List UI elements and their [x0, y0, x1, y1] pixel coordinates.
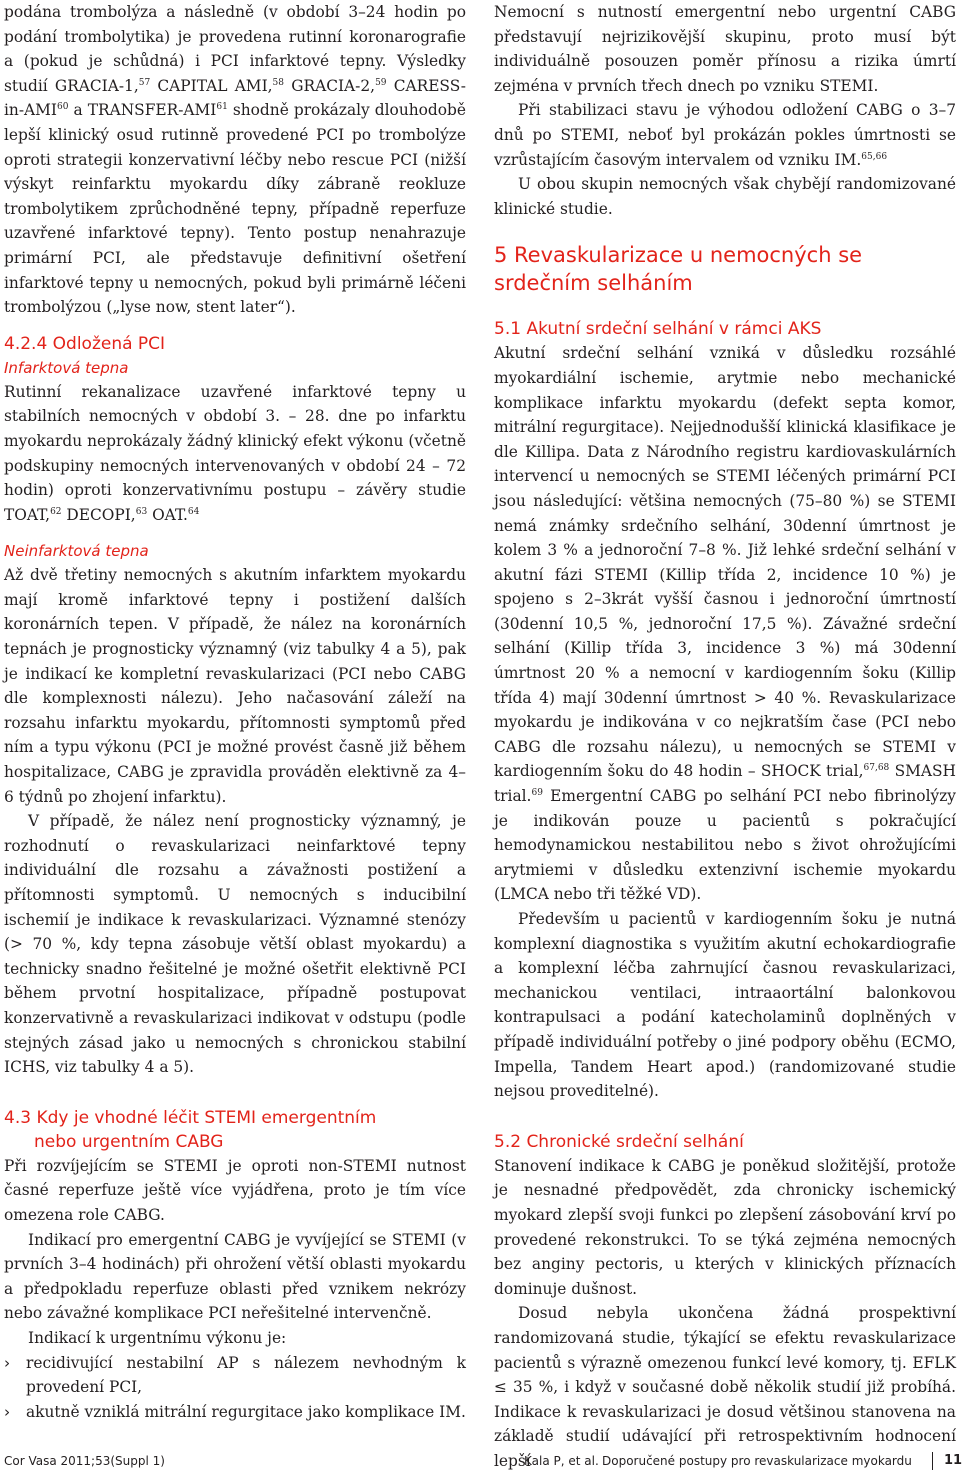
paragraph-acute-heart-failure — [494, 341, 956, 907]
citation: 58 — [272, 77, 284, 88]
paragraph-multivessel: Až dvě třetiny nemocných s akutním infarktem myokardu mají kromě infarktové tepny i postižení dalších koronárních tepen. V případě, že nález na koronárních tepnách je prognosticky významný (viz tabulky 4 a 5), pak je indikací ke kompletní revaskularizaci (PCI nebo CABG dle komplexnosti nálezu). Jeho načasování záleží na rozsahu infarktu myokardu, přítomnosti symptomů před ním a typu výkonu (PCI je možné provést časně již během hospitalizace, CABG je zpravidla prováděn elektivně za 4–6 týdnů po zhojení infarktu). — [4, 566, 466, 806]
text: CARESS-in-AMI — [4, 76, 467, 120]
citation: 64 — [187, 506, 200, 517]
text: podána trombolýza a následně (v období 3–24 hodin po podání trombolytika) je provedena rutinní koronarografie a (pokud je schůdná) i PCI infarktové tepny. Výsledky studií GRACIA-1, — [4, 3, 466, 95]
right-column — [494, 0, 956, 1473]
text: Při stabilizaci stavu je výhodou odložení CABG o 3–7 dnů po STEMI, neboť byl prokázán pokles úmrtnosti se vzrůstajícím časovým intervalem od vzniku IM. — [494, 101, 956, 169]
text: SMASH trial. — [494, 762, 956, 806]
paragraph-non-prognostic: V případě, že nález není prognosticky významný, je rozhodnutí o revaskularizaci neinfarktové tepny individuální dle rozsahu a závažnosti postižení a přítomnosti symptomů. U nemocných s inducibilní ischemií je indikace k revaskularizaci. Významné stenózy (> 70 %, kdy tepna zásobuje větší oblast myokardu) a technicky snadno řešitelné je možné ošetřit elektivně PCI během prvotní hospitalizace, případně postupovat konzervativně a revaskularizaci indikovat v odstupu (podle stejných zásad jako u nemocných s chronickou stabilní ICHS, viz tabulky 4 a 5). — [4, 812, 466, 1077]
left-column — [4, 0, 466, 1424]
heading-4-3 — [4, 1106, 466, 1154]
paragraph-delayed-pci — [4, 380, 466, 528]
heading-line: nebo urgentním CABG — [34, 1131, 224, 1152]
text: Rutinní rekanalizace uzavřené infarktové tepny u stabilních nemocných v období 3. – 28. dne po infarktu myokardu neprokázaly žádný klinický efekt výkonu (včetně podskupiny nemocných intervenovaných v období 24 – 72 hodin) oproti konzervativnímu postupu – závěry studie TOAT, — [4, 382, 466, 524]
page-number: 11 — [944, 1453, 962, 1468]
label-non-infarct-artery: Neinfarktová tepna — [4, 542, 149, 561]
indication-list — [4, 1351, 466, 1425]
citation: 59 — [375, 77, 387, 88]
list-item — [4, 1351, 466, 1400]
citation: 65,66 — [861, 151, 888, 162]
list-item — [4, 1400, 466, 1425]
citation: 57 — [138, 77, 151, 88]
heading-5-1: 5.1 Akutní srdeční selhání v rámci AKS — [494, 319, 822, 340]
heading-line: 4.3 Kdy je vhodné léčit STEMI emergentním — [4, 1107, 377, 1128]
paragraph-thrombolysis-results — [4, 0, 466, 320]
text: Akutní srdeční selhání vzniká v důsledku rozsáhlé myokardiální ischemie, arytmie nebo mechanické komplikace infarktu myokardu (defekt septa komor, mitrální regurgitace). Nejjednodušší klinická klasifikace je dle Killipa. Data z Národního registru kardiovaskulárních intervencí u nemocných se STEMI léčených primární PCI jsou následující: většina nemocných (75–80 %) se STEMI nemá známky srdečního selhání, 30denní úmrtnost je kolem 3 % a jednoroční 7–8 %. Již lehké srdeční selhání v akutní fázi STEMI (Killip třída 2, incidence 10 %) je spojeno s 2–3krát vyšší časnou i jednoroční úmrtností (30denní 10,5 %, jednoroční 17,5 %). Závažné srdeční selhání (Killip třída 3, incidence 3 %) má 30denní úmrtnost 20 % a nemocní v kardiogenním šoku (Killip třída 4) mají 30denní úmrtnost > 40 %. Revaskularizace myokardu je indikována v co nejkratším čase (PCI nebo CABG dle rozsahu nálezu), u nemocných se STEMI v kardiogenním šoku do 48 hodin – SHOCK trial, — [494, 344, 956, 781]
page-footer — [4, 1452, 962, 1472]
chevron-right-icon: › — [4, 1353, 11, 1372]
list-item-text: recidivující nestabilní AP s nálezem nevhodným k provedení PCI, — [26, 1353, 466, 1397]
list-item-text: akutně vzniklá mitrální regurgitace jako komplikace IM. — [26, 1402, 466, 1421]
paragraph-chronic-heart-failure: Stanovení indikace k CABG je poněkud složitější, protože je nesnadné předpovědět, zda chronicky ischemický myokard zlepší svoji funkci po zlepšení zásobování krví po provedené rekonstrukci. To se týká zejména nemocných bez anginy pectoris, u kterých v klinických příznacích dominuje dušnost. — [494, 1156, 956, 1298]
paragraph-urgent-indications: Indikací k urgentnímu výkonu je: — [28, 1328, 287, 1347]
footer-divider — [932, 1452, 933, 1470]
citation: 60 — [57, 102, 69, 113]
text: shodně prokázaly dlouhodobě lepší klinický osud rutinně provedené PCI po trombolýze oproti strategii konzervativní léčby nebo rescue PCI (nižší výskyt reinfarktu myokardu díky zábraně reokluze trombolytikem zprůchodněné tepny, případně reperfuze uzavřené infarktové tepny). Tento postup nenahrazuje primární PCI, ale představuje definitivní ošetření infarktové tepny u nemocných, pokud byli primárně léčeni trombolýzou („lyse now, stent later“). — [4, 101, 466, 317]
chevron-right-icon: › — [4, 1402, 11, 1421]
text: CAPITAL AMI, — [150, 76, 273, 95]
footer-title: Doporučené postupy pro revaskularizace myokardu — [602, 1454, 912, 1468]
text: GRACIA-2, — [284, 76, 376, 95]
paragraph-stemi-reperfusion: Při rozvíjejícím se STEMI je oproti non-STEMI nutnost časné reperfuze ještě více vyjádřena, proto je tím více omezena role CABG. — [4, 1156, 466, 1224]
paragraph-delayed-cabg — [494, 98, 956, 172]
citation: 63 — [135, 506, 148, 517]
paragraph-emergent-cabg: Indikací pro emergentní CABG je vyvíjející se STEMI (v prvních 3–4 hodinách) při ohrožení větší oblasti myokardu a předpokladu reperfuze oblasti před vznikem nekrózy nebo závažné komplikace PCI neřešitelné intervenčně. — [4, 1230, 466, 1323]
citation: 67,68 — [863, 763, 890, 774]
citation: 62 — [50, 506, 62, 517]
text: Emergentní CABG po selhání PCI nebo fibrinolýzy je indikován pouze u pacientů s pokračující hemodynamickou nestabilitou nebo s život ohrožujícími arytmiemi v důsledku extenzivní ischemie myokardu (LMCA nebo tři těžké VD). — [494, 787, 956, 904]
text: a TRANSFER-AMI — [68, 101, 217, 120]
heading-section-5: 5 Revaskularizace u nemocných se srdečním selháním — [494, 243, 863, 296]
citation: 69 — [531, 788, 543, 799]
footer-authors: Kala P, et al. — [524, 1454, 599, 1468]
heading-5-2: 5.2 Chronické srdeční selhání — [494, 1131, 744, 1152]
paragraph-risk-assessment: Nemocní s nutností emergentní nebo urgentní CABG představují nejrizikovější skupinu, proto musí být individuálně posouzen poměr přínosu a rizika úmrtí zejména v prvních třech dnech po vzniku STEMI. — [494, 3, 956, 95]
paragraph-cardiogenic-shock: Především u pacientů v kardiogenním šoku je nutná komplexní diagnostika s využitím akutní echokardiografie a komplexní léčba zahrnující časnou revaskularizaci, mechanickou ventilaci, intraaortální balonkovou kontrapulsaci a podání katecholaminů doplněných v případě individuální potřeby o jiné podpory oběhu (ECMO, Impella, Tandem Heart apod.) (randomizované studie nejsou proveditelné). — [494, 910, 956, 1101]
label-infarct-artery: Infarktová tepna — [4, 358, 129, 377]
paragraph-no-prospective-study: Dosud nebyla ukončena žádná prospektivní randomizovaná studie, týkající se efektu revaskularizace pacientů s výrazně omezenou funkcí levé komory, tj. EFLK ≤ 35 %, i když v současné době několik studií již probíhá. Indikace k revaskularizaci je dosud většinou stanovena na základě studií udávající při retrospektivním hodnocení lepší — [494, 1304, 956, 1470]
paragraph-no-randomized: U obou skupin nemocných však chybějí randomizované klinické studie. — [494, 175, 956, 218]
heading-4-2-4: 4.2.4 Odložená PCI — [4, 333, 166, 354]
journal-citation: Cor Vasa 2011;53(Suppl 1) — [4, 1454, 165, 1468]
text: DECOPI, — [61, 505, 136, 524]
citation: 61 — [216, 102, 228, 113]
text: OAT. — [147, 505, 188, 524]
